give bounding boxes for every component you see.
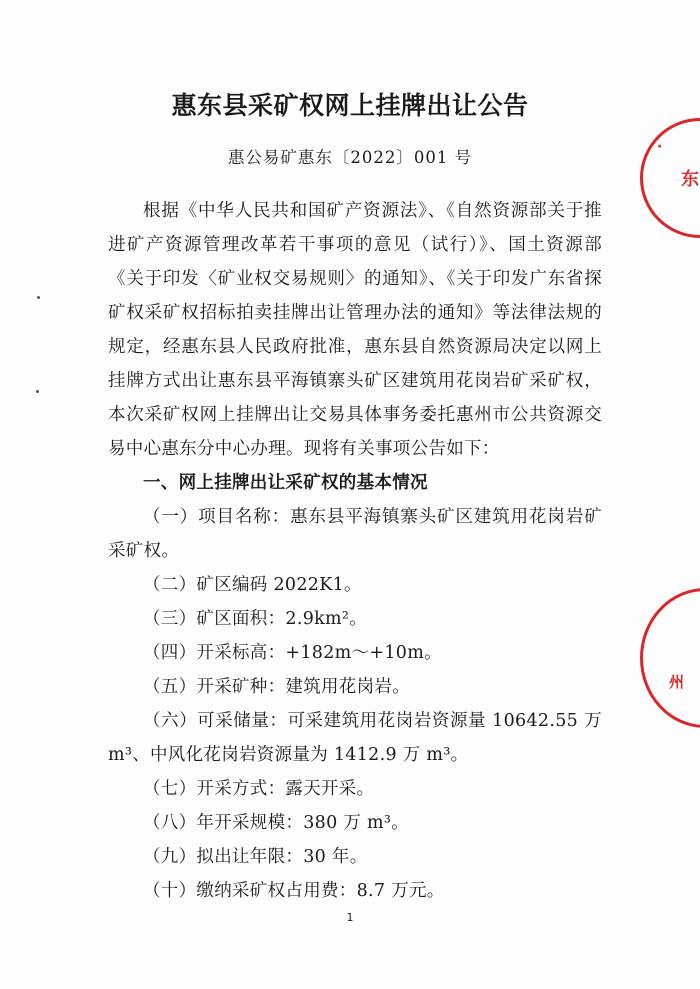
- list-item: （二）矿区编码 2022K1。: [143, 575, 362, 595]
- scan-speck: [36, 390, 39, 393]
- list-item: （六）可采储量：可采建筑用花岗岩资源量 10642.55 万 m³、中风化花岗岩资源量为 1412.9 万 m³。: [108, 711, 602, 765]
- intro-paragraph: 根据《中华人民共和国矿产资源法》、《自然资源部关于推进矿产资源管理改革若干事项的意见（试行）》、国土资源部《关于印发〈矿业权交易规则〉的通知》、《关于印发广东省探矿权采矿权招标拍卖挂牌出让管理办法的通知》等法律法规的规定，经惠东县人民政府批准，惠东县自然资源局决定以网上挂牌方式出让惠东县平海镇寨头矿区建筑用花岗岩矿采矿权，本次采矿权网上挂牌出让交易具体事务委托惠州市公共资源交易中心惠东分中心办理。现将有关事项公告如下：: [108, 201, 602, 459]
- document-number: 惠公易矿惠东〔2022〕001 号: [227, 148, 473, 167]
- document-body: [108, 194, 602, 908]
- seal-glyph: 东: [681, 169, 699, 190]
- seal-glyph: 州: [669, 673, 685, 691]
- list-item: （七）开采方式：露天开采。: [143, 779, 375, 799]
- scan-speck: [37, 296, 40, 299]
- document-title: 惠东县采矿权网上挂牌出让公告: [171, 91, 529, 120]
- official-seal-stamp: [640, 118, 700, 238]
- seal-glyph: ·: [657, 139, 663, 155]
- list-item: （九）拟出让年限：30 年。: [143, 847, 368, 867]
- list-item: （五）开采矿种：建筑用花岗岩。: [143, 677, 410, 697]
- section-heading: 一、网上挂牌出让采矿权的基本情况: [143, 473, 428, 493]
- list-item: （四）开采标高：+182m～+10m。: [143, 643, 442, 663]
- official-seal-stamp: [640, 588, 700, 728]
- list-item: （一）项目名称：惠东县平海镇寨头矿区建筑用花岗岩矿采矿权。: [108, 507, 602, 561]
- list-item: （十）缴纳采矿权占用费：8.7 万元。: [143, 881, 445, 901]
- list-item: （三）矿区面积：2.9km²。: [143, 609, 368, 629]
- page-number: 1: [346, 911, 354, 924]
- list-item: （八）年开采规模：380 万 m³。: [143, 813, 410, 833]
